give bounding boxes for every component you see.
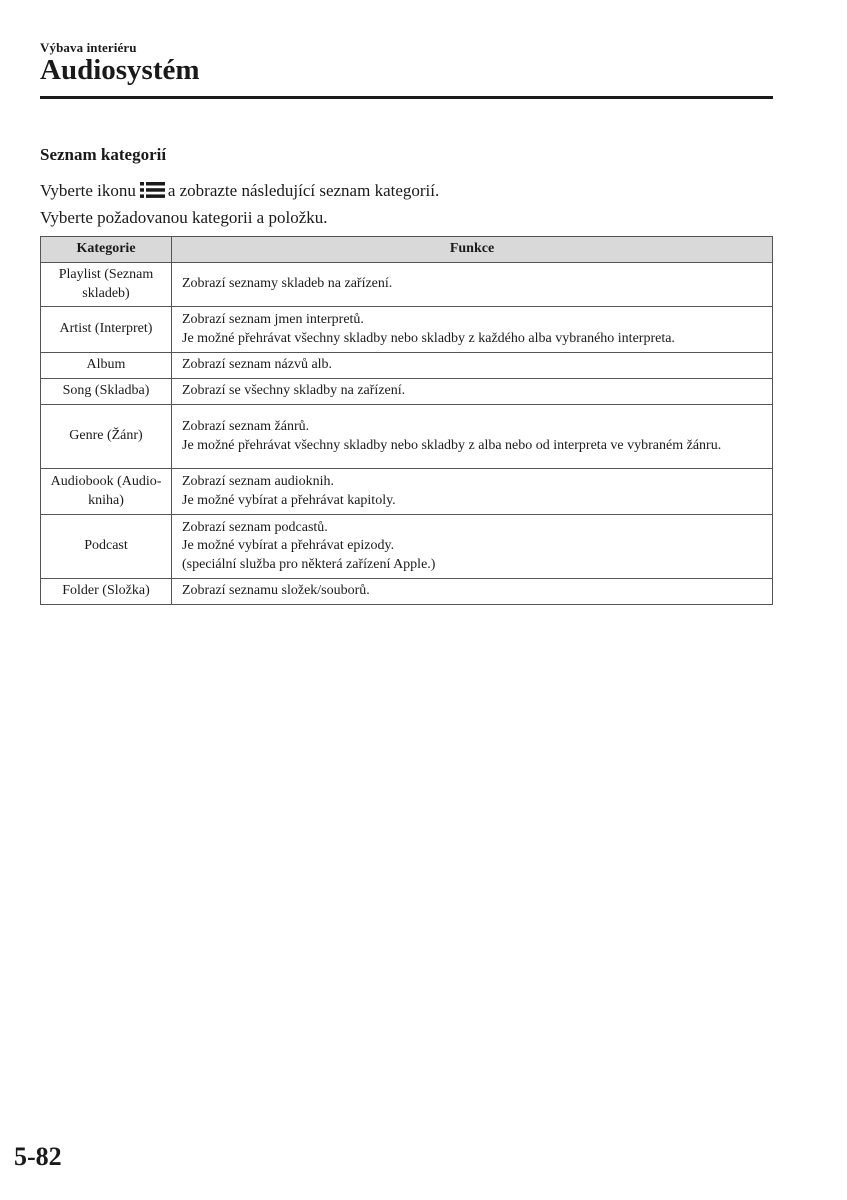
function-line: Zobrazí seznamu složek/souborů. [182,583,370,599]
list-icon [140,180,166,205]
table-row [41,263,773,307]
category-cell: Audiobook (Audio- kniha) [41,469,172,515]
category-cell: Genre (Žánr) [41,405,172,469]
function-cell [172,405,773,469]
category-cell: Playlist (Seznam skladeb) [41,263,172,307]
function-line: Zobrazí seznam žánrů. [182,419,310,434]
function-cell [172,469,773,515]
table-row [41,515,773,579]
category-cell: Artist (Interpret) [41,307,172,353]
category-cell: Podcast [41,515,172,579]
table-row [41,353,773,379]
function-line: Zobrazí se všechny skladby na zařízení. [182,383,406,399]
page-number: 5-82 [14,1142,62,1171]
section-heading: Seznam kategorií [40,145,167,164]
column-header-category: Kategorie [41,237,172,263]
intro-line2: Vyberte požadovanou kategorii a položku. [40,208,328,227]
function-line: (speciální služba pro některá zařízení Apple.) [182,556,436,572]
category-cell: Album [41,353,172,379]
intro-line1-end: a zobrazte následující seznam kategorií. [167,181,440,200]
category-cell: Folder (Složka) [41,579,172,605]
table-row [41,579,773,605]
function-cell [172,353,773,379]
function-cell [172,263,773,307]
table-row [41,307,773,353]
column-header-function: Funkce [172,237,773,263]
function-line: Zobrazí seznamy skladeb na zařízení. [182,276,393,292]
function-cell [172,515,773,579]
function-line: Je možné vybírat a přehrávat epizody. [182,538,395,554]
function-line: Zobrazí seznam podcastů. [182,519,328,535]
section-label: Výbava interiéru [40,40,137,55]
table-row [41,405,773,469]
table-row [41,379,773,405]
function-line: Zobrazí seznam názvů alb. [182,357,333,373]
page-title: Audiosystém [40,54,200,86]
function-line: Je možné přehrávat všechny skladby nebo skladby z alba nebo od interpreta ve vybraném žánru. [182,437,722,453]
table-header-row [41,237,773,263]
function-cell [172,307,773,353]
function-line: Zobrazí seznam jmen interpretů. [182,312,364,327]
table-row [41,469,773,515]
function-cell [172,579,773,605]
intro-line1-start: Vyberte ikonu [40,181,136,200]
header-divider [40,96,773,99]
function-line: Je možné vybírat a přehrávat kapitoly. [182,492,396,508]
category-cell: Song (Skladba) [41,379,172,405]
intro-text [40,178,439,230]
function-cell [172,379,773,405]
function-line: Je možné přehrávat všechny skladby nebo skladby z každého alba vybraného interpreta. [182,330,675,346]
category-table [40,236,773,605]
function-line: Zobrazí seznam audioknih. [182,474,335,489]
